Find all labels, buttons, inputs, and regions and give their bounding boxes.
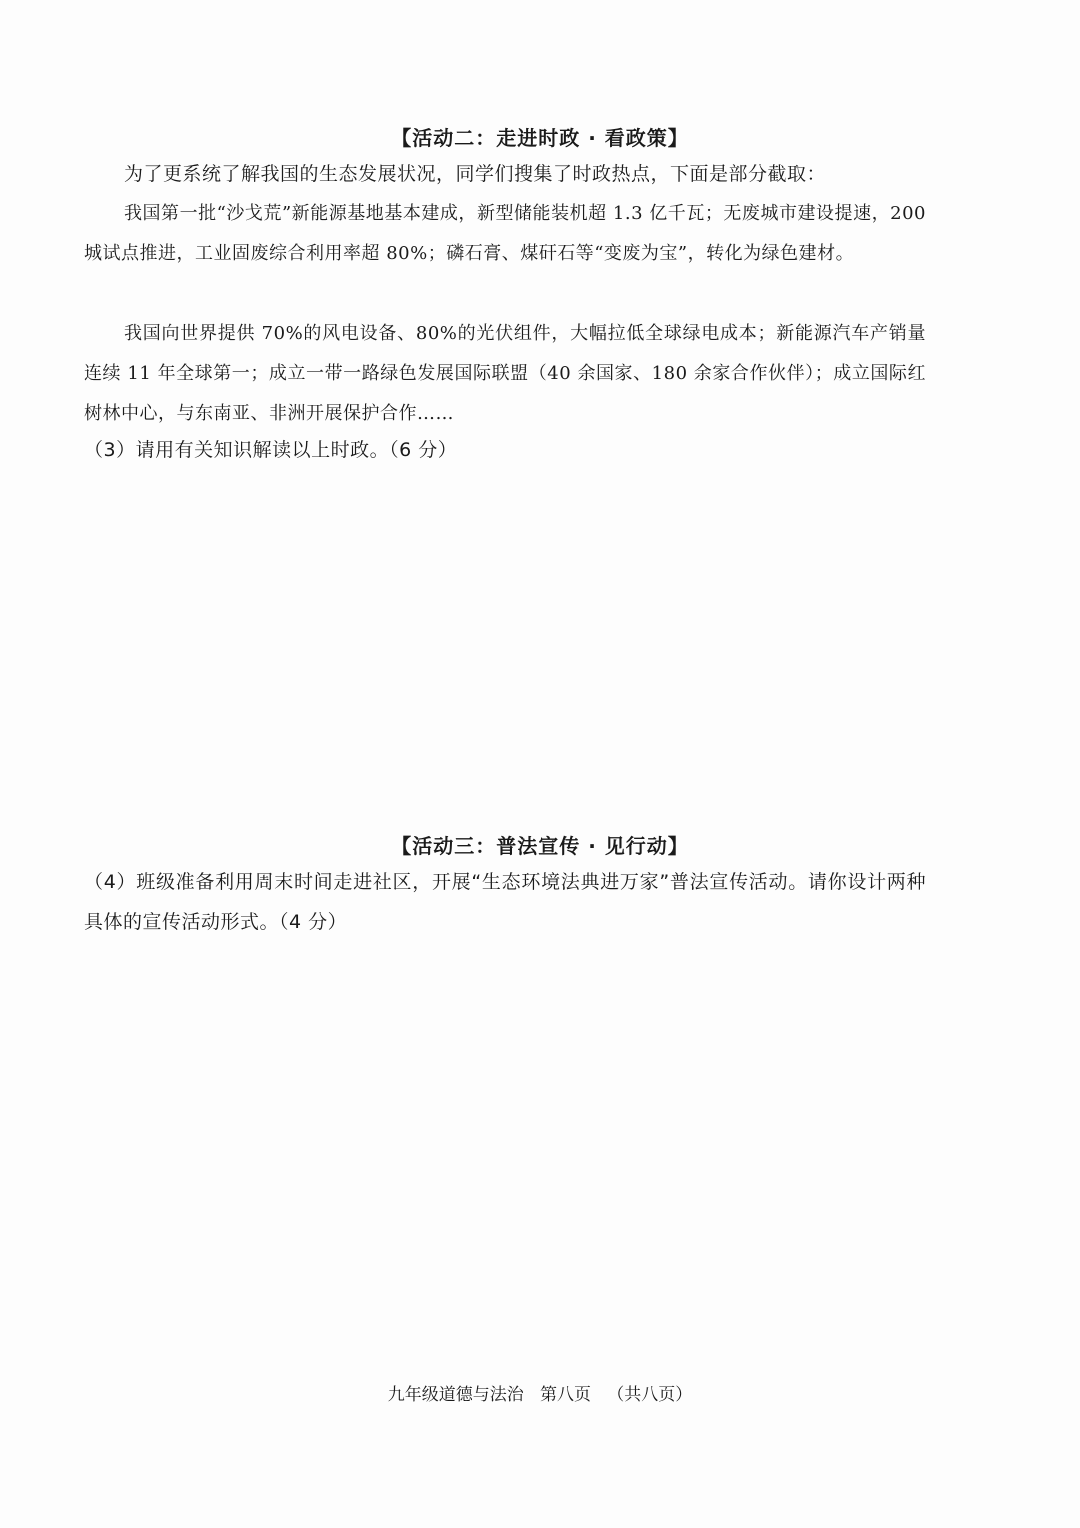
- activity2-intro: 为了更系统了解我国的生态发展状况，同学们搜集了时政热点，下面是部分截取：: [124, 163, 827, 185]
- question-3: （3）请用有关知识解读以上时政。（6 分）: [84, 439, 458, 461]
- page-footer: 九年级道德与法治 第八页 （共八页）: [387, 1385, 693, 1405]
- news-excerpt-2: 我国向世界提供 70%的风电设备、80%的光伏组件，大幅拉低全球绿电成本；新能源汽车产销量连续 11 年全球第一；成立一带一路绿色发展国际联盟（40 余国家、180 余家合作伙伴）；成立国际红树林中心，与东南亚、非洲开展保护合作……: [84, 323, 926, 424]
- news-excerpt-1: 我国第一批“沙戈荒”新能源基地基本建成，新型储能装机超 1.3 亿千瓦；无废城市建设提速，200 城试点推进，工业固废综合利用率超 80%；磷石膏、煤矸石等“变废为宝”，转化为绿色建材。: [84, 203, 926, 264]
- activity3-heading: 【活动三：普法宣传 · 见行动】: [391, 834, 689, 858]
- activity2-heading: 【活动二：走进时政 · 看政策】: [391, 126, 689, 150]
- question-4: （4）班级准备利用周末时间走进社区，开展“生态环境法典进万家”普法宣传活动。请你设计两种具体的宣传活动形式。（4 分）: [84, 871, 926, 933]
